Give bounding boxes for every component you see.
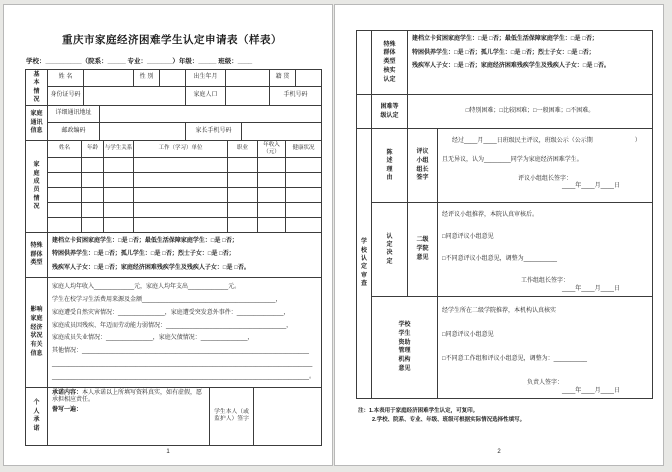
spine-empty-cell <box>357 31 372 95</box>
reason-content <box>438 129 653 203</box>
college-opinion-label-text: 二级学院意见 <box>416 237 429 261</box>
member-col-name: 姓名 <box>48 141 82 158</box>
agency-option-disagree: □不同意工作组和评议小组意见，调整为：__________ <box>442 355 587 362</box>
parent-phone-label: 家长手机号码 <box>186 123 242 141</box>
verify-line-3: 残疾军人子女：□是 □否；家庭经济困难残疾学生及残疾人子女：□是 □否。 <box>412 63 610 69</box>
panel-leader-sign-label-text: 评议小组组长签字 <box>416 149 429 182</box>
name-label: 姓 名 <box>48 70 84 87</box>
level-section-label-text: 困难等级认定 <box>380 103 399 119</box>
college-opinion-label <box>408 203 438 297</box>
decision-option-agree: □同意评议小组意见 <box>442 233 494 240</box>
origin-value-cell <box>296 70 322 87</box>
basic-section-label <box>26 70 48 106</box>
pledge-text <box>52 390 205 406</box>
note-line-2: 2.学校、院系、专业、年级、班级可根据实际情况选择性填写。 <box>372 416 526 423</box>
verify-section-label <box>372 31 408 95</box>
school-review-spine-text: 学校认定审查 <box>360 239 367 288</box>
family-size-value-cell <box>226 87 270 106</box>
contact-section-label-text: 家庭通讯信息 <box>30 110 43 135</box>
pledge-content <box>48 387 210 445</box>
family-members-table <box>25 140 322 233</box>
gender-value-cell <box>160 70 186 87</box>
economic-content <box>48 278 322 387</box>
member-row <box>26 157 322 172</box>
member-row <box>26 202 322 217</box>
level-row <box>357 95 653 129</box>
form-page-2 <box>334 4 664 466</box>
reason-line-1: 经过____月____日班级民主评议，班级公示（公示期 ） <box>452 138 641 144</box>
economic-section-label-text: 影响家庭经济状况有关信息 <box>30 307 43 357</box>
pledge-table <box>25 387 322 446</box>
member-header-row <box>26 141 322 158</box>
member-row <box>26 217 322 232</box>
contact-info-table <box>25 105 322 141</box>
econ-line-2: 学生在校学习生活费用来源及金额________________________________________， <box>52 297 282 304</box>
decision-date-line: ____年____月____日 <box>561 286 620 293</box>
school-review-spine-label <box>357 129 372 399</box>
special-line-1: 建档立卡贫困家庭学生：□是 □否；最低生活保障家庭学生：□是 □否； <box>52 237 238 244</box>
econ-line-8: _____________________________________________________________________________。 <box>52 373 315 380</box>
member-col-workplace: 工作（学习）单位 <box>134 141 228 158</box>
postcode-label: 邮政编码 <box>48 123 100 141</box>
school-line: 学校：__________（院系：_____ 专业：_______）年级：_____ 班级：____ <box>26 58 253 65</box>
birth-label: 出生年月 <box>186 70 226 87</box>
form-notes <box>358 407 650 425</box>
student-sign-label: 学生本人（或监护人）签字 <box>210 387 254 445</box>
page-title: 重庆市家庭经济困难学生认定申请表（样表） <box>62 34 282 46</box>
member-col-occupation: 职业 <box>228 141 258 158</box>
decision-row <box>357 203 653 297</box>
spine-empty-cell <box>357 95 372 129</box>
verify-line-1: 建档立卡贫困家庭学生：□是 □否；最低生活保障家庭学生：□是 □否； <box>412 36 598 42</box>
verify-row <box>357 31 653 95</box>
birth-value-cell <box>226 70 270 87</box>
econ-line-4: 家庭成员因残疾、年迈而劳动能力弱情况：____________________________________， <box>52 322 293 329</box>
econ-line-6: 其他情况：____________________________________________________________________ <box>52 348 309 355</box>
members-section-label <box>26 141 48 233</box>
pledge-body: 本人承诺以上所填写资料真实，如有虚假，愿承担相应责任。 <box>52 389 203 404</box>
page-1-content <box>4 32 332 446</box>
special-section-label-text: 特殊群体类型 <box>30 242 43 267</box>
verify-content <box>408 31 653 95</box>
member-row <box>26 172 322 187</box>
agency-date-line: ____年____月____日 <box>561 388 620 395</box>
postcode-value-cell <box>100 123 186 141</box>
member-row <box>26 187 322 202</box>
agency-section-label <box>372 296 438 398</box>
decision-section-label-text: 认定决定 <box>386 233 393 265</box>
econ-line-7: ______________________________________________________________________________ <box>52 361 313 368</box>
page-number-1: 1 <box>166 449 170 455</box>
basic-section-label-text: 基本情况 <box>33 71 40 103</box>
level-section-label <box>372 95 408 129</box>
econ-line-3: 家庭遭受自然灾害情况：______________，家庭遭受突发意外事件：______________， <box>52 309 290 316</box>
agency-line-1: 经学生所在二级学院推荐，本机构认真核实 <box>442 307 557 314</box>
agency-option-agree: □同意评议小组意见 <box>442 331 494 338</box>
school-review-table <box>356 30 653 399</box>
address-label: 详细通讯地址 <box>48 106 100 123</box>
reason-sign-line: 评议小组组长签字： <box>517 175 572 182</box>
agency-sign-line: 负责人签字： <box>526 380 563 387</box>
basic-info-table <box>25 69 322 106</box>
special-group-table <box>25 232 322 279</box>
reason-date-line: ____年____月____日 <box>561 183 620 190</box>
econ-line-1: 家庭人均年收入____________元，家庭人均年支出____________元。 <box>52 284 241 291</box>
family-size-label: 家庭人口 <box>186 87 226 106</box>
special-section-label <box>26 232 48 278</box>
econ-line-5: 家庭成员失业情况：______________，家庭欠债情况：______________， <box>52 335 254 342</box>
decision-option-disagree: □不同意评议小组意见，调整为__________ <box>442 255 557 262</box>
panel-leader-sign-label <box>408 129 438 203</box>
gender-label: 性 别 <box>134 70 160 87</box>
economic-info-table <box>25 277 322 387</box>
page-number-2: 2 <box>497 449 501 455</box>
economic-section-label <box>26 278 48 387</box>
member-col-income: 年收入（元） <box>258 141 286 158</box>
reason-line-2: 且无异议，认为________同学为家庭经济困难学生。 <box>442 156 583 163</box>
level-options: □特别困难；□比较困难；□一般困难；□不困难。 <box>408 95 653 129</box>
phone-label: 手机号码 <box>270 87 322 106</box>
decision-sign-line: 工作组组长签字： <box>520 278 569 285</box>
reason-row <box>357 129 653 203</box>
agency-row <box>357 296 653 398</box>
agency-section-label-text: 学校学生资助管理机构意见 <box>398 322 411 372</box>
decision-section-label <box>372 203 408 297</box>
form-page-1 <box>3 4 333 466</box>
verify-line-2: 特困供养学生：□是 □否；孤儿学生：□是 □否；烈士子女：□是 □否； <box>412 49 595 56</box>
pledge-copy-label: 誊写一遍： <box>52 407 83 414</box>
agency-content <box>438 296 653 398</box>
special-line-2: 特困供养学生：□是 □否；孤儿学生：□是 □否；烈士子女：□是 □否； <box>52 251 235 258</box>
pledge-section-label-text: 个人承诺 <box>33 400 40 432</box>
origin-label: 籍 贯 <box>270 70 296 87</box>
pledge-section-label <box>26 387 48 445</box>
parent-phone-value-cell <box>242 123 322 141</box>
reason-section-label <box>372 129 408 203</box>
member-col-relation: 与学生关系 <box>104 141 134 158</box>
note-line-1: 注：1.本表用于家庭经济困难学生认定，可复印。 <box>358 407 479 414</box>
name-value-cell <box>84 70 134 87</box>
student-sign-cell <box>254 387 322 445</box>
pledge-title: 承诺内容： <box>52 389 83 396</box>
member-col-age: 年龄 <box>82 141 104 158</box>
special-line-3: 残疾军人子女：□是 □否；家庭经济困难残疾学生及残疾人子女：□是 □否。 <box>52 264 250 271</box>
id-number-label: 身份证号码 <box>48 87 84 106</box>
special-group-content <box>48 232 322 278</box>
page-2-content <box>335 30 663 425</box>
reason-section-label-text: 陈述理由 <box>386 149 393 181</box>
id-number-value-cell <box>84 87 186 106</box>
address-value-cell <box>100 106 322 123</box>
member-col-health: 健康状况 <box>286 141 322 158</box>
decision-content <box>438 203 653 297</box>
contact-section-label <box>26 106 48 141</box>
members-section-label-text: 家庭成员情况 <box>33 162 40 211</box>
verify-section-label-text: 特殊群体类型核实认定 <box>383 41 396 83</box>
decision-line-1: 经评议小组推荐，本院认真审核后。 <box>442 212 539 218</box>
